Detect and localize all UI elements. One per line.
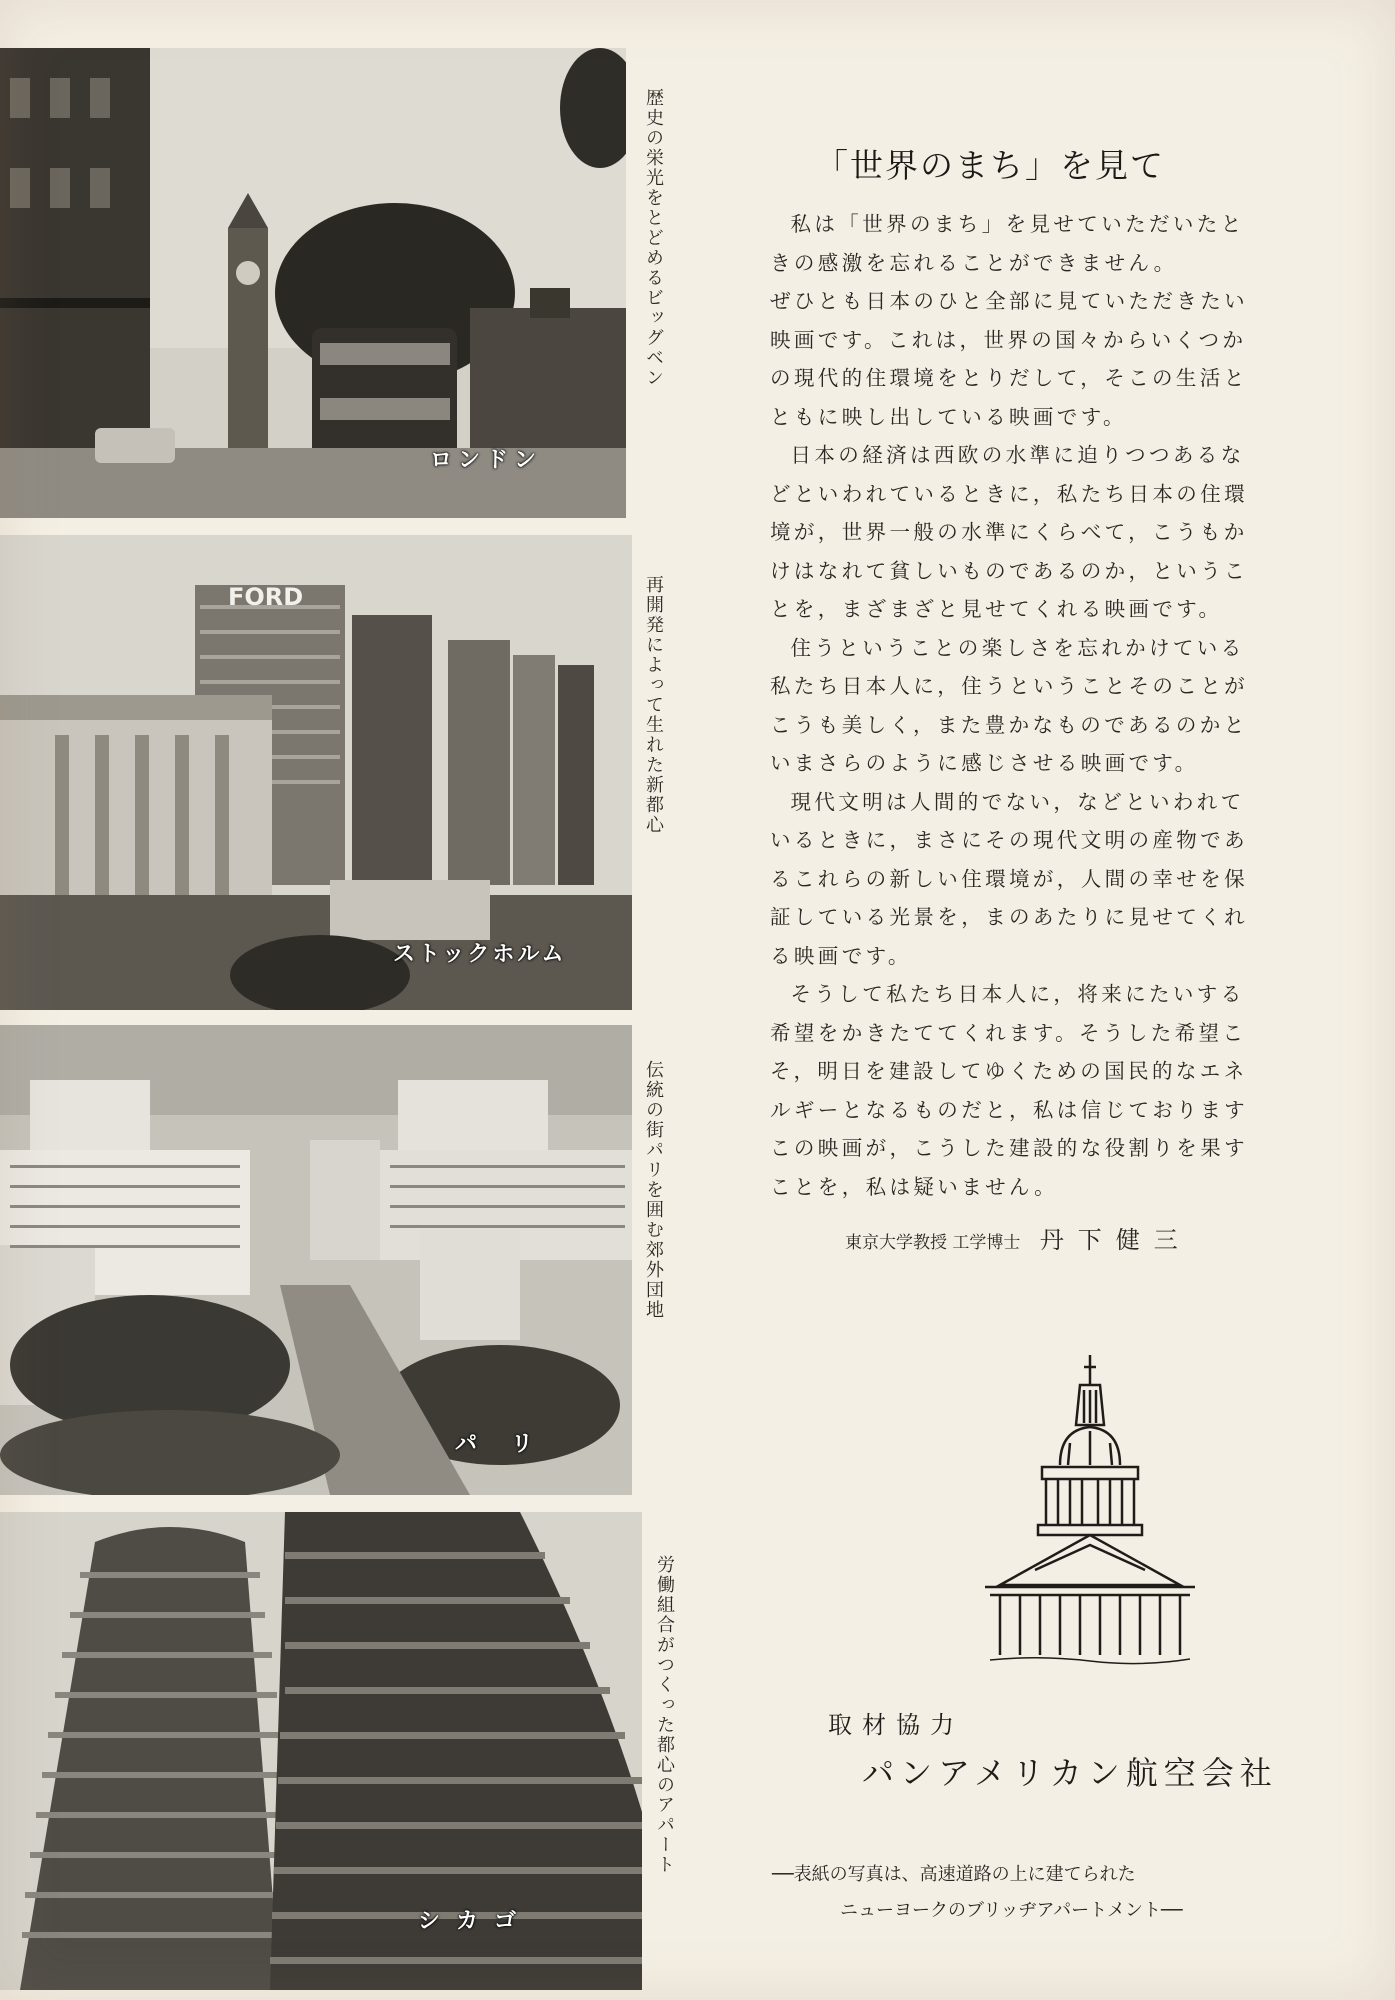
photo-chicago (0, 1512, 642, 1990)
cooperation-company: パンアメリカン航空会社 (862, 1754, 1278, 1792)
author-title: 東京大学教授 工学博士 (845, 1233, 1021, 1253)
caption-london: 歴史の栄光をとどめるビッグベン (643, 88, 664, 388)
author-name: 丹下健三 (1039, 1226, 1192, 1254)
caption-stockholm: 再開発によって生れた新都心 (643, 575, 664, 835)
cover-photo-note (772, 1857, 1292, 1929)
article-paragraph: 住うということの楽しさを忘れかけている私たち日本人に，住うということそのことがこうも美しく，また豊かなものであるのかといまさらのように感じさせる映画です。 (770, 635, 1248, 775)
city-label-stockholm: ストックホルム (393, 942, 567, 967)
ford-sign: FORD (228, 583, 304, 611)
city-label-paris: パ リ (455, 1432, 540, 1457)
article-paragraph: 私は「世界のまち」を見せていただいたときの感激を忘れることができません。 (770, 212, 1245, 275)
caption-chicago: 労働組合がつくった都心のアパート (654, 1555, 675, 1875)
article-body (770, 205, 1265, 1206)
caption-paris: 伝統の街パリを囲む郊外団地 (643, 1060, 664, 1320)
city-label-chicago: シカゴ (418, 1909, 533, 1934)
photo-london (0, 48, 626, 518)
article-title: 「世界のまち」を見て (815, 146, 1165, 185)
article-paragraph: 現代文明は人間的でない，などといわれているときに，まさにその現代文明の産物であるこれらの新しい住環境が，人間の幸せを保証している光景を，まのあたりに見せてくれる映画です。 (770, 789, 1248, 968)
photo-paris (0, 1025, 632, 1495)
capitol-dome-illustration (980, 1355, 1200, 1685)
cover-note-line1: ──表紙の写真は、高速道路の上に建てられた (772, 1864, 1136, 1885)
article-paragraph: そうして私たち日本人に，将来にたいする希望をかきたててくれます。そうした希望こそ，明日を建設してゆくための国民的なエネルギーとなるものだと，私は信じておりますこの映画が，こうした建設的な役割りを果すことを，私は疑いません。 (770, 982, 1248, 1199)
author-line (845, 1220, 1265, 1255)
article-paragraph: ぜひとも日本のひと全部に見ていただきたい映画です。これは，世界の国々からいくつかの現代的住環境をとりだして，そこの生活とともに映し出している映画です。 (770, 289, 1248, 429)
city-label-london: ロンドン (430, 448, 543, 473)
article-paragraph: 日本の経済は西欧の水準に迫りつつあるなどといわれているときに，私たち日本の住環境が，世界一般の水準にくらべて，こうもかけはなれて貧しいものであるのか，ということを，まざまざと見せてくれる映画です。 (770, 443, 1248, 621)
cover-note-line2: ニューヨークのブリッヂアパートメント── (840, 1900, 1183, 1921)
cooperation-label: 取材協力 (828, 1711, 964, 1739)
photo-stockholm (0, 535, 632, 1010)
